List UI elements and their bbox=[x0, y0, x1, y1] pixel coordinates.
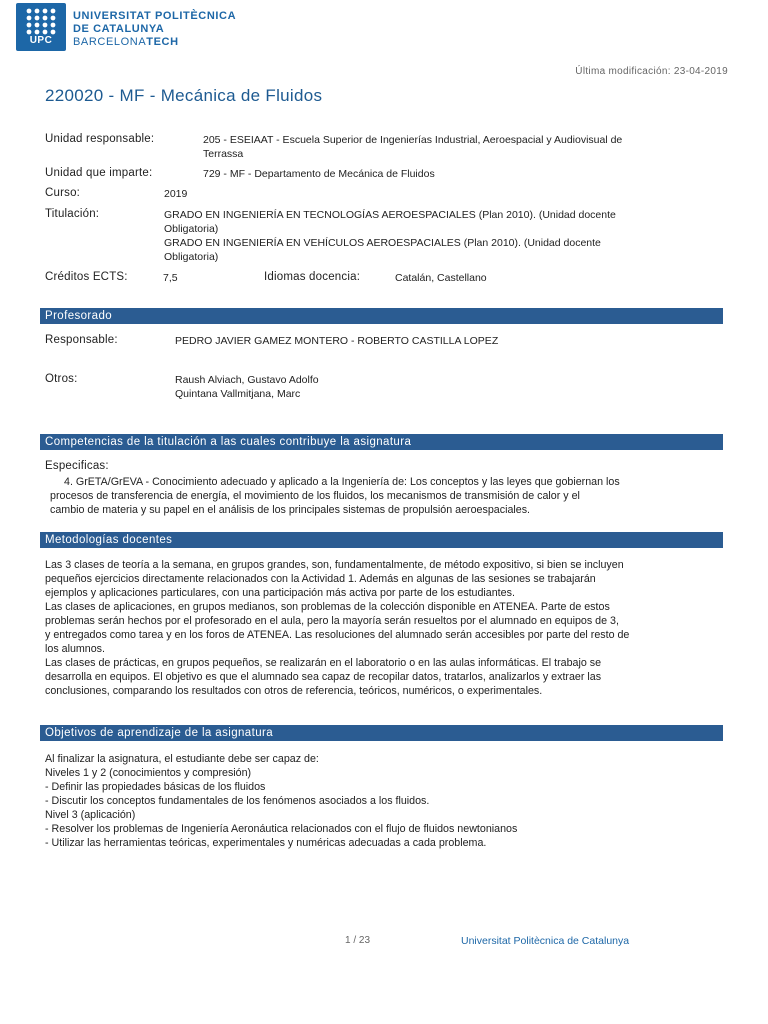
unidad-imparte-value: 729 - MF - Departamento de Mecánica de Fluidos bbox=[203, 168, 435, 180]
objetivos-line: - Discutir los conceptos fundamentales de los fenómenos asociados a los fluidos. bbox=[45, 795, 430, 807]
metodologias-line: los alumnos. bbox=[45, 643, 105, 655]
otros-value-2: Quintana Vallmitjana, Marc bbox=[175, 388, 301, 400]
unidad-responsable-label: Unidad responsable: bbox=[45, 133, 155, 145]
org-name-line-1: UNIVERSITAT POLITÈCNICA bbox=[73, 10, 237, 22]
titulacion-label: Titulación: bbox=[45, 208, 100, 220]
page-title: 220020 - MF - Mecánica de Fluidos bbox=[45, 86, 323, 105]
section-header-profesorado: Profesorado bbox=[40, 308, 723, 324]
org-city: BARCELONA bbox=[73, 36, 147, 48]
competencias-text bbox=[50, 475, 734, 517]
metodologias-line: problemas serán hechos por el profesorado en el aula, pero la mayoría serán resueltos por el alumnado en equipos de 3, bbox=[45, 615, 619, 627]
responsable-label: Responsable: bbox=[45, 334, 118, 346]
unidad-responsable-value-2: Terrassa bbox=[203, 148, 244, 160]
objetivos-line: Nivel 3 (aplicación) bbox=[45, 809, 136, 821]
section-header-objetivos: Objetivos de aprendizaje de la asignatura bbox=[40, 725, 723, 741]
metodologias-line: Las clases de prácticas, en grupos pequeños, se realizarán en el laboratorio o en las aulas informáticas. El trabajo se bbox=[45, 657, 602, 669]
objetivos-line: Niveles 1 y 2 (conocimientos y compresión) bbox=[45, 767, 252, 779]
otros-label: Otros: bbox=[45, 373, 78, 385]
creditos-value: 7,5 bbox=[163, 272, 178, 284]
metodologias-line: desarrolla en equipos. El objetivo es que el alumnado sea capaz de recopilar datos, tratarlos, analizarlos y extraer las bbox=[45, 671, 602, 683]
metodologias-line: pequeños ejercicios directamente relacionados con la Actividad 1. Además en algunas de las sesiones se trabajarán bbox=[45, 573, 596, 585]
org-name-line-2: DE CATALUNYA bbox=[73, 23, 165, 35]
org-tech: TECH bbox=[146, 36, 179, 48]
metodologias-line: y entregados como tarea y en los foros de ATENEA. Las resoluciones del alumnado serán accesibles por parte del resto de bbox=[45, 629, 630, 641]
titulacion-line-2: Obligatoria) bbox=[164, 223, 219, 235]
objetivos-line: - Utilizar las herramientas teóricas, experimentales y numéricas adecuadas a cada problema. bbox=[45, 837, 487, 849]
page-number: 1 / 23 bbox=[345, 935, 371, 946]
objetivos-text bbox=[45, 752, 735, 850]
objetivos-line: Al finalizar la asignatura, el estudiante debe ser capaz de: bbox=[45, 753, 319, 765]
last-modified: Última modificación: 23-04-2019 bbox=[575, 66, 728, 77]
competencias-line: cambio de materia y su papel en el análisis de los principales sistemas de propulsión aeroespaciales. bbox=[50, 504, 531, 516]
logo-text: UPC bbox=[29, 35, 53, 46]
curso-value: 2019 bbox=[164, 188, 188, 200]
competencias-line: procesos de transferencia de energía, el movimiento de los fluidos, los mecanismos de transmisión de calor y el bbox=[50, 490, 580, 502]
titulacion-line-1: GRADO EN INGENIERÍA EN TECNOLOGÍAS AEROESPACIALES (Plan 2010). (Unidad docente bbox=[164, 209, 616, 221]
responsable-value: PEDRO JAVIER GAMEZ MONTERO - ROBERTO CASTILLA LOPEZ bbox=[175, 335, 499, 347]
unidad-responsable-value-1: 205 - ESEIAAT - Escuela Superior de Ingenierías Industrial, Aeroespacial y Audiovisual de bbox=[203, 134, 623, 146]
upc-logo-icon bbox=[23, 7, 59, 35]
metodologias-line: Las 3 clases de teoría a la semana, en grupos grandes, son, fundamentalmente, de método expositivo, si bien se incluyen bbox=[45, 559, 624, 571]
especificas-label: Especificas: bbox=[45, 460, 109, 472]
idiomas-value: Catalán, Castellano bbox=[395, 272, 487, 284]
curso-label: Curso: bbox=[45, 187, 81, 199]
competencias-line: 4. GrETA/GrEVA - Conocimiento adecuado y aplicado a la Ingeniería de: Los conceptos y las leyes que gobiernan los bbox=[64, 476, 620, 488]
objetivos-line: - Definir las propiedades básicas de los fluidos bbox=[45, 781, 266, 793]
metodologias-line: Las clases de aplicaciones, en grupos medianos, son problemas de la colección disponible en ATENEA. Parte de estos bbox=[45, 601, 610, 613]
otros-value-1: Raush Alviach, Gustavo Adolfo bbox=[175, 374, 319, 386]
unidad-imparte-label: Unidad que imparte: bbox=[45, 167, 153, 179]
objetivos-line: - Resolver los problemas de Ingeniería Aeronáutica relacionados con el flujo de fluidos newtonianos bbox=[45, 823, 518, 835]
creditos-label: Créditos ECTS: bbox=[45, 271, 128, 283]
titulacion-line-3: GRADO EN INGENIERÍA EN VEHÍCULOS AEROESPACIALES (Plan 2010). (Unidad docente bbox=[164, 237, 601, 249]
section-header-competencias: Competencias de la titulación a las cuales contribuye la asignatura bbox=[40, 434, 723, 450]
titulacion-line-4: Obligatoria) bbox=[164, 251, 219, 263]
metodologias-line: ejemplos y aplicaciones particulares, con una participación más activa por parte de los estudiantes. bbox=[45, 587, 515, 599]
section-header-metodologias: Metodologías docentes bbox=[40, 532, 723, 548]
footer-organization: Universitat Politècnica de Catalunya bbox=[461, 935, 630, 947]
upc-logo bbox=[16, 3, 66, 51]
org-name-line-3 bbox=[73, 36, 179, 48]
metodologias-line: conclusiones, comparando los resultados con otros de referencia, teóricos, numéricos, o experimentales. bbox=[45, 685, 543, 697]
idiomas-label: Idiomas docencia: bbox=[264, 271, 361, 283]
metodologias-text bbox=[45, 558, 735, 698]
